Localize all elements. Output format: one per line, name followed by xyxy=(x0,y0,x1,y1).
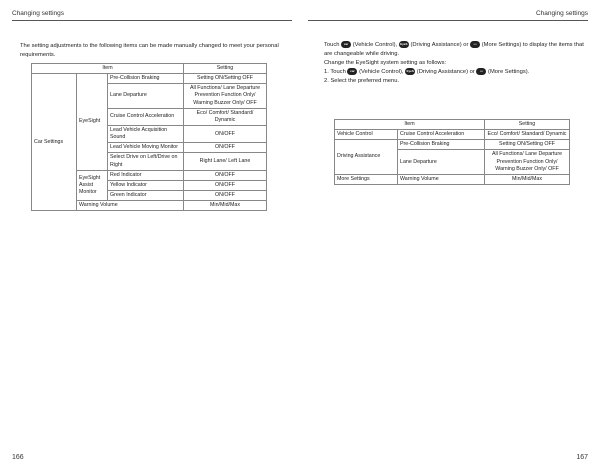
setting-warning-volume: Min/Mid/Max xyxy=(184,201,267,211)
group-eyesight-assist: EyeSight Assist Monitor xyxy=(77,170,108,200)
setting-cruise-control: Eco/ Comfort/ Standard/ Dynamic xyxy=(485,130,570,140)
header-item: Item xyxy=(335,120,485,130)
running-head: Changing settings xyxy=(12,10,65,17)
setting-drive-side: Right Lane/ Left Lane xyxy=(184,153,267,170)
item-lane-departure: Lane Departure xyxy=(108,84,184,108)
setting-pre-collision: Setting ON/Setting OFF xyxy=(184,74,267,84)
setting-cruise-control: Eco/ Comfort/ Standard/ Dynamic xyxy=(184,108,267,125)
instructions xyxy=(324,41,590,86)
item-warning-volume: Warning Volume xyxy=(398,174,485,184)
step-1: 1. Touch car (Vehicle Control), EyeS (Driving Assistance) or ••• (More Settings). xyxy=(324,68,530,76)
driving-assistance-icon: EyeS xyxy=(406,68,414,73)
car-settings-table xyxy=(31,63,267,211)
item-green-indicator: Green Indicator xyxy=(108,190,184,200)
item-yellow-indicator: Yellow Indicator xyxy=(108,180,184,190)
header-rule xyxy=(12,20,292,21)
item-lead-vehicle-monitor: Lead Vehicle Moving Monitor xyxy=(108,143,184,153)
setting-lead-vehicle-monitor: ON/OFF xyxy=(184,143,267,153)
running-head: Changing settings xyxy=(535,10,588,17)
driving-settings-table xyxy=(334,119,570,185)
page-number: 167 xyxy=(576,454,588,461)
item-warning-volume: Warning Volume xyxy=(77,201,184,211)
change-line: Change the EyeSight system setting as follows: xyxy=(324,60,447,66)
item-pre-collision: Pre-Collision Braking xyxy=(398,140,485,150)
setting-lead-vehicle-sound: ON/OFF xyxy=(184,125,267,142)
page-number: 166 xyxy=(12,454,24,461)
group-eyesight: EyeSight xyxy=(77,74,108,171)
driving-assistance-icon: EyeS xyxy=(400,42,408,46)
setting-lane-departure: All Functions/ Lane Departure Prevention Function Only/ Warning Buzzer Only/ OFF xyxy=(184,84,267,108)
more-settings-icon: ••• xyxy=(470,41,480,48)
item-drive-side: Select Drive on Left/Drive on Right xyxy=(108,153,184,170)
vehicle-control-icon: car xyxy=(341,41,351,48)
setting-lane-departure: All Functions/ Lane Departure Prevention Function Only/ Warning Buzzer Only/ OFF xyxy=(485,150,570,174)
vehicle-control-icon: car xyxy=(347,68,357,75)
item-pre-collision: Pre-Collision Braking xyxy=(108,74,184,84)
setting-green-indicator: ON/OFF xyxy=(184,190,267,200)
header-rule xyxy=(308,20,588,21)
setting-warning-volume: Min/Mid/Max xyxy=(485,174,570,184)
setting-yellow-indicator: ON/OFF xyxy=(184,180,267,190)
intro-paragraph: The setting adjustments to the following items can be made manually changed to meet your personal requirements. xyxy=(20,43,279,58)
item-cruise-control: Cruise Control Acceleration xyxy=(108,108,184,125)
more-settings-icon: ••• xyxy=(476,68,486,75)
right-page xyxy=(300,0,600,471)
setting-red-indicator: ON/OFF xyxy=(184,170,267,180)
group-more-settings: More Settings xyxy=(335,174,398,184)
touch-paragraph: Touch car (Vehicle Control), EyeS (Driving Assistance) or ••• (More Settings) to display the items that are changeable while driving. xyxy=(324,42,584,58)
header-item: Item xyxy=(32,64,184,74)
group-driving-assistance: Driving Assistance xyxy=(335,140,398,175)
header-setting: Setting xyxy=(184,64,267,74)
group-vehicle-control: Vehicle Control xyxy=(335,130,398,140)
step-2: 2. Select the preferred menu. xyxy=(324,78,400,84)
category-car-settings: Car Settings xyxy=(32,74,77,211)
header-setting: Setting xyxy=(485,120,570,130)
setting-pre-collision: Setting ON/Setting OFF xyxy=(485,140,570,150)
item-lead-vehicle-sound: Lead Vehicle Acquisition Sound xyxy=(108,125,184,142)
item-lane-departure: Lane Departure xyxy=(398,150,485,174)
item-cruise-control: Cruise Control Acceleration xyxy=(398,130,485,140)
item-red-indicator: Red Indicator xyxy=(108,170,184,180)
